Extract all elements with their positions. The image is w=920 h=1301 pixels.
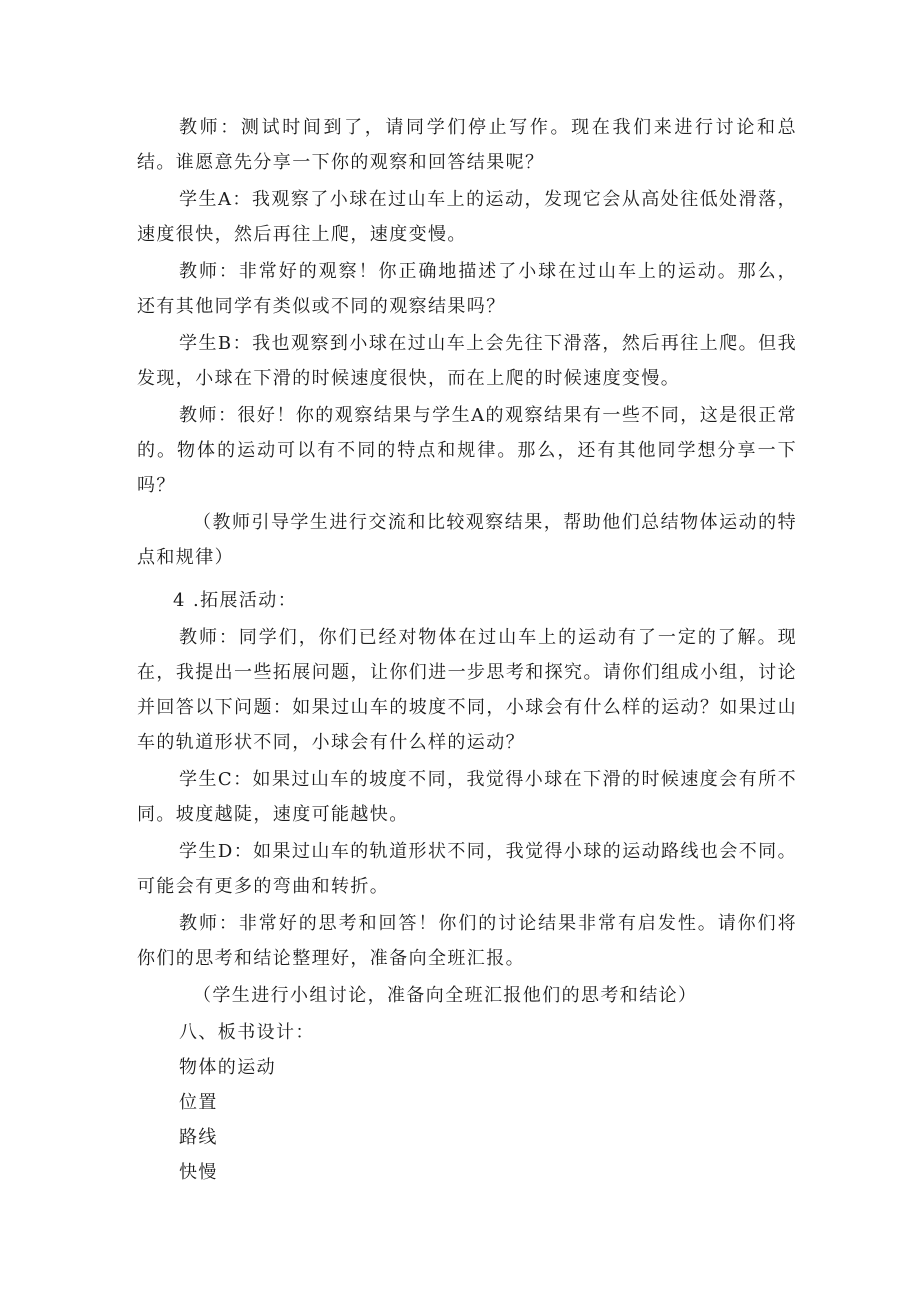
dialogue-paragraph: 教师：测试时间到了，请同学们停止写作。现在我们来进行讨论和总结。谁愿意先分享一下你的观察和回答结果呢？ xyxy=(137,117,797,173)
board-item: 位置 xyxy=(179,1092,218,1113)
teaching-note: （教师引导学生进行交流和比较观察结果，帮助他们总结物体运动的特点和规律） xyxy=(137,512,797,568)
board-item: 路线 xyxy=(179,1127,218,1148)
document-page xyxy=(137,110,797,1190)
board-design-title: 八、板书设计： xyxy=(179,1022,315,1043)
board-item: 物体的运动 xyxy=(179,1057,276,1078)
dialogue-paragraph: 学生C：如果过山车的坡度不同，我觉得小球在下滑的时候速度会有所不同。坡度越陡，速度可能越快。 xyxy=(137,769,797,825)
dialogue-paragraph: 学生B：我也观察到小球在过山车上会先往下滑落，然后再往上爬。但我发现，小球在下滑的时候速度很快，而在上爬的时候速度变慢。 xyxy=(137,333,797,389)
dialogue-paragraph: 教师：很好！你的观察结果与学生A的观察结果有一些不同，这是很正常的。物体的运动可以有不同的特点和规律。那么，还有其他同学想分享一下吗？ xyxy=(137,405,797,496)
board-item: 快慢 xyxy=(179,1162,218,1183)
dialogue-paragraph: 学生D：如果过山车的轨道形状不同，我觉得小球的运动路线也会不同。可能会有更多的弯曲和转折。 xyxy=(137,841,797,897)
dialogue-paragraph: 教师：非常好的观察！你正确地描述了小球在过山车上的运动。那么，还有其他同学有类似或不同的观察结果吗？ xyxy=(137,261,797,317)
dialogue-paragraph: 教师：非常好的思考和回答！你们的讨论结果非常有启发性。请你们将你们的思考和结论整理好，准备向全班汇报。 xyxy=(137,913,797,969)
dialogue-paragraph: 教师：同学们，你们已经对物体在过山车上的运动有了一定的了解。现在，我提出一些拓展问题，让你们进一步思考和探究。请你们组成小组，讨论并回答以下问题：如果过山车的坡度不同，小球会有什么样的运动？如果过山车的轨道形状不同，小球会有什么样的运动？ xyxy=(137,627,797,753)
teaching-note: （学生进行小组讨论，准备向全班汇报他们的思考和结论） xyxy=(193,985,698,1006)
dialogue-paragraph: 学生A：我观察了小球在过山车上的运动，发现它会从高处往低处滑落，速度很快，然后再往上爬，速度变慢。 xyxy=(137,189,797,245)
section-heading: 4 .拓展活动： xyxy=(173,590,298,611)
